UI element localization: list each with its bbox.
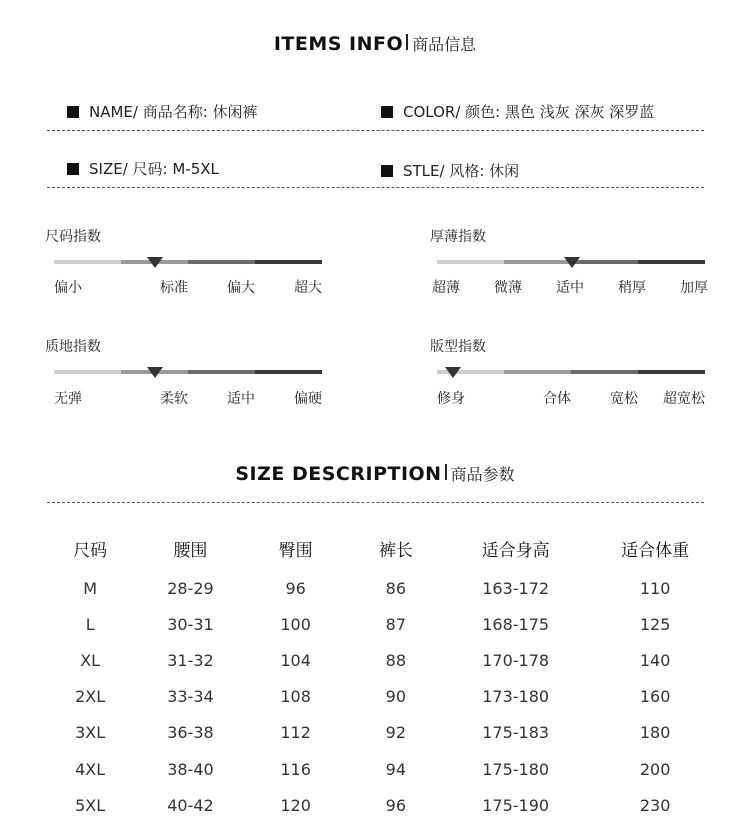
- dotted-divider: [47, 502, 704, 503]
- size-info-text: SIZE/ 尺码: M-5XL: [89, 160, 219, 178]
- square-bullet-icon: [381, 106, 393, 118]
- index-option: 偏小: [54, 280, 82, 296]
- table-cell: 100: [280, 614, 311, 634]
- table-cell: 160: [639, 687, 671, 707]
- column-header: 臀围: [278, 540, 313, 561]
- table-cell: 173-180: [482, 687, 550, 707]
- index-option: 柔软: [160, 391, 188, 407]
- size-index-options: [54, 277, 322, 297]
- dotted-divider: [47, 187, 704, 188]
- size-index-marker: [147, 257, 163, 268]
- style-info-text: STLE/ 风格: 休闲: [403, 162, 520, 180]
- index-option: 超大: [294, 280, 322, 296]
- table-cell: 5XL: [75, 795, 106, 815]
- table-cell: 86: [385, 578, 407, 598]
- table-cell: 104: [280, 650, 311, 670]
- size-description-title: [0, 462, 750, 485]
- items-info-title-en: ITEMS INFO: [273, 33, 404, 55]
- style-info: [381, 160, 519, 181]
- thickness-index-label: 厚薄指数: [430, 229, 486, 245]
- table-cell: 175-190: [482, 795, 550, 815]
- table-cell: 90: [385, 687, 407, 707]
- table-row: [40, 715, 720, 751]
- square-bullet-icon: [381, 165, 393, 177]
- table-cell: 200: [639, 759, 671, 779]
- fit-index-options: [437, 388, 705, 408]
- table-cell: 92: [385, 723, 407, 743]
- table-cell: 33-34: [167, 687, 214, 707]
- table-cell: 2XL: [75, 687, 106, 707]
- index-option: 合体: [543, 391, 571, 407]
- index-option: 加厚: [680, 280, 708, 296]
- table-cell: L: [85, 614, 95, 634]
- color-info: [381, 101, 654, 122]
- table-cell: 108: [280, 687, 311, 707]
- size-table: [40, 526, 720, 823]
- index-option: 微薄: [494, 280, 522, 296]
- table-cell: 175-180: [482, 759, 550, 779]
- column-header: 适合身高: [481, 540, 550, 561]
- table-cell: M: [83, 578, 98, 598]
- column-header: 适合体重: [621, 540, 690, 561]
- column-header: 裤长: [378, 540, 413, 561]
- square-bullet-icon: [67, 106, 79, 118]
- column-header: 尺码: [73, 540, 108, 561]
- table-cell: 30-31: [167, 614, 214, 634]
- size-index-bar: [54, 260, 322, 264]
- table-cell: 170-178: [482, 650, 550, 670]
- table-cell: 3XL: [75, 723, 106, 743]
- table-cell: 120: [280, 795, 311, 815]
- table-cell: 168-175: [482, 614, 550, 634]
- size-info: [67, 158, 219, 179]
- table-row: [40, 751, 720, 787]
- table-row: [40, 606, 720, 642]
- table-cell: 230: [639, 795, 671, 815]
- table-cell: 31-32: [167, 650, 214, 670]
- index-option: 偏硬: [294, 391, 322, 407]
- table-cell: 40-42: [167, 795, 214, 815]
- table-cell: 180: [639, 723, 671, 743]
- texture-index-label: 质地指数: [45, 339, 101, 355]
- table-cell: 112: [280, 723, 311, 743]
- table-cell: 38-40: [167, 759, 214, 779]
- table-row: [40, 570, 720, 606]
- column-header: 腰围: [173, 540, 208, 561]
- index-option: 适中: [227, 391, 255, 407]
- index-option: 无弹: [54, 391, 82, 407]
- index-option: 稍厚: [618, 280, 646, 296]
- index-option: 标准: [160, 280, 188, 296]
- thickness-index-options: [432, 277, 708, 297]
- table-cell: 4XL: [75, 759, 106, 779]
- table-cell: 96: [285, 578, 306, 598]
- name-info: [67, 101, 258, 122]
- index-option: 超薄: [432, 280, 460, 296]
- table-cell: 175-183: [482, 723, 550, 743]
- texture-index-options: [54, 388, 322, 408]
- table-row: [40, 642, 720, 678]
- fit-index-marker: [445, 367, 461, 378]
- table-cell: 88: [385, 650, 407, 670]
- index-option: 超宽松: [663, 391, 705, 407]
- square-bullet-icon: [67, 163, 79, 175]
- index-option: 偏大: [227, 280, 255, 296]
- table-row: [40, 787, 720, 823]
- size-index-label: 尺码指数: [45, 229, 101, 245]
- name-info-text: NAME/ 商品名称: 休闲裤: [89, 103, 258, 121]
- table-row: [40, 679, 720, 715]
- dotted-divider: [47, 130, 704, 131]
- index-option: 宽松: [610, 391, 638, 407]
- color-info-text: COLOR/ 颜色: 黑色 浅灰 深灰 深罗蓝: [403, 103, 655, 121]
- table-cell: 125: [639, 614, 671, 634]
- thickness-index-marker: [564, 257, 580, 268]
- table-cell: 140: [639, 650, 671, 670]
- items-info-title: [0, 32, 750, 55]
- table-header-row: [40, 526, 720, 570]
- fit-index-label: 版型指数: [430, 339, 486, 355]
- index-option: 修身: [437, 391, 465, 407]
- table-cell: XL: [80, 650, 101, 670]
- size-description-title-cn: 商品参数: [450, 465, 515, 484]
- items-info-title-cn: 商品信息: [412, 35, 477, 54]
- texture-index-marker: [147, 367, 163, 378]
- texture-index-bar: [54, 370, 322, 374]
- table-cell: 116: [280, 759, 311, 779]
- table-cell: 110: [639, 578, 671, 598]
- table-cell: 163-172: [482, 578, 550, 598]
- index-option: 适中: [556, 280, 584, 296]
- title-divider: [445, 464, 447, 480]
- size-description-title-en: SIZE DESCRIPTION: [235, 463, 442, 485]
- table-cell: 94: [385, 759, 407, 779]
- table-cell: 87: [385, 614, 407, 634]
- table-cell: 36-38: [167, 723, 214, 743]
- title-divider: [406, 34, 408, 50]
- table-cell: 96: [385, 795, 407, 815]
- table-cell: 28-29: [167, 578, 214, 598]
- fit-index-bar: [437, 370, 705, 374]
